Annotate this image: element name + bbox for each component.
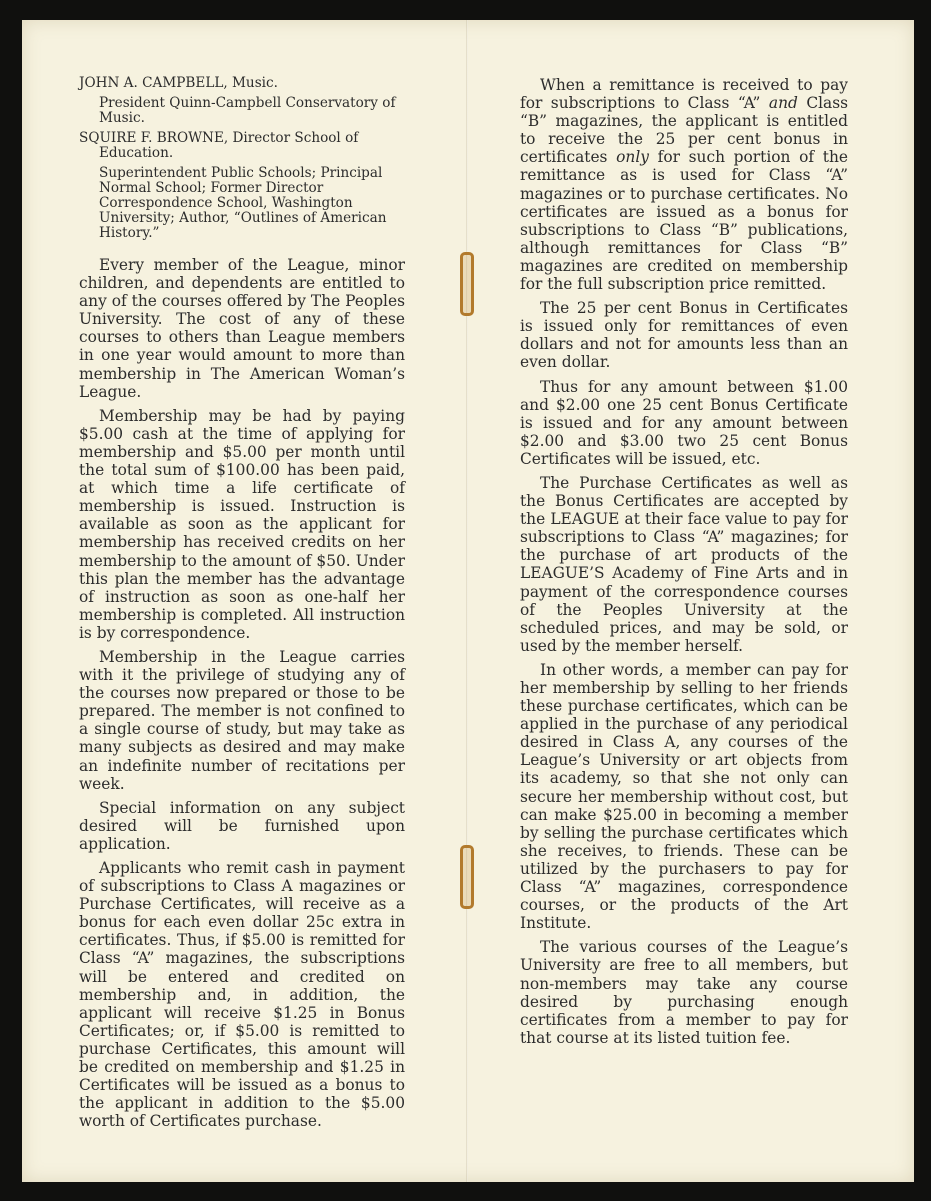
- staff-campbell-name: JOHN A. CAMPBELL, Music.: [79, 75, 278, 91]
- left-column: [79, 76, 405, 1136]
- paragraph-certificate-uses: The Purchase Certificates as well as the Bonus Certificates are accepted by the LEAGUE at their face value to pay for subscriptions to Class “A” magazines; for the purchase of art products of the LEAGUE’S Academy of Fine Arts and in payment of the correspondence courses of the Peoples University at the scheduled prices, and may be sold, or used by the member herself.: [520, 473, 848, 655]
- upper-staple: [460, 252, 474, 316]
- paragraph-bonus-certificates: Applicants who remit cash in payment of subscriptions to Class A magazines or Purchase Certificates, will receive as a bonus for each even dollar 25c extra in certificates. Thus, if $5.00 is remitted for Class “A” magazines, the subscriptions will be entered and credited on membership and, in addition, the applicant will receive $1.25 in Bonus Certificates; or, if $5.00 is remitted to purchase Certificates, this amount will be credited on membership and $1.25 in Certificates will be issued as a bonus to the applicant in addition to the $5.00 worth of Certificates purchase.: [79, 859, 405, 1131]
- paragraph-membership-payment: Membership may be had by paying $5.00 cash at the time of applying for membership and $5.00 per month until the total sum of $100.00 has been paid, at which time a life certificate of membership is issued. Instruction is available as soon as the applicant for membership has received credits on her membership to the amount of $50. Under this plan the member has the advantage of instruction as soon as one-half her membership is completed. All instruction is by correspondence.: [79, 406, 405, 642]
- paragraph-study-privilege: Membership in the League carries with it the privilege of studying any of the courses now prepared or those to be prepared. The member is not confined to a single course of study, but may take as many subjects as desired and may make an indefinite number of recitations per week.: [79, 647, 405, 793]
- staff-browne-title: Superintendent Public Schools; Principal Normal School; Former Director Correspondence School, Washington University; Author, “Outlines of American History.”: [99, 165, 387, 241]
- paragraph-selling-certificates: In other words, a member can pay for her membership by selling to her friends these purchase certificates, which can be applied in the purchase of any periodical desired in Class A, any courses of the League’s University or art objects from its academy, so that she not only can secure her membership without cost, but can make $25.00 in becoming a member by selling the purchase certificates which she receives, to friends. These can be utilized by the purchasers to pay for Class “A” magazines, correspondence courses, or the products of the Art Institute.: [520, 660, 848, 933]
- lower-staple: [460, 845, 474, 909]
- paragraph-remittance-classes: When a remittance is received to pay for subscriptions to Class “A” and Class “B” magazines, the applicant is entitled to receive the 25 per cent bonus in certificates only for such portion of the remittance as is used for Class “A” magazines or to purchase certificates. No certificates are issued as a bonus for subscriptions to Class “B” publications, although remittances for Class “B” magazines are credited on membership for the full subscription price remitted.: [520, 76, 848, 294]
- paragraph-special-info: Special information on any subject desired will be furnished upon application.: [79, 798, 405, 853]
- paragraph-bonus-example: Thus for any amount between $1.00 and $2.00 one 25 cent Bonus Certificate is issued and for any amount between $2.00 and $3.00 two 25 cent Bonus Certificates will be issued, etc.: [520, 377, 848, 468]
- right-column: [520, 76, 848, 1053]
- paragraph-course-access: The various courses of the League’s University are free to all members, but non-members may take any course desired by purchasing enough certificates from a member to pay for that course at its listed tuition fee.: [520, 938, 848, 1047]
- staff-browne-name: SQUIRE F. BROWNE, Director School of Education.: [79, 130, 359, 161]
- paragraph-even-dollars: The 25 per cent Bonus in Certificates is issued only for remittances of even dollars and not for amounts less than an even dollar.: [520, 299, 848, 372]
- staff-campbell-title: President Quinn-Campbell Conservatory of Music.: [99, 95, 396, 126]
- center-fold: [466, 20, 468, 1182]
- paragraph-eligibility: Every member of the League, minor children, and dependents are entitled to any of the courses offered by The Peoples University. The cost of any of these courses to others than League members in one year would amount to more than membership in The American Woman’s League.: [79, 256, 405, 401]
